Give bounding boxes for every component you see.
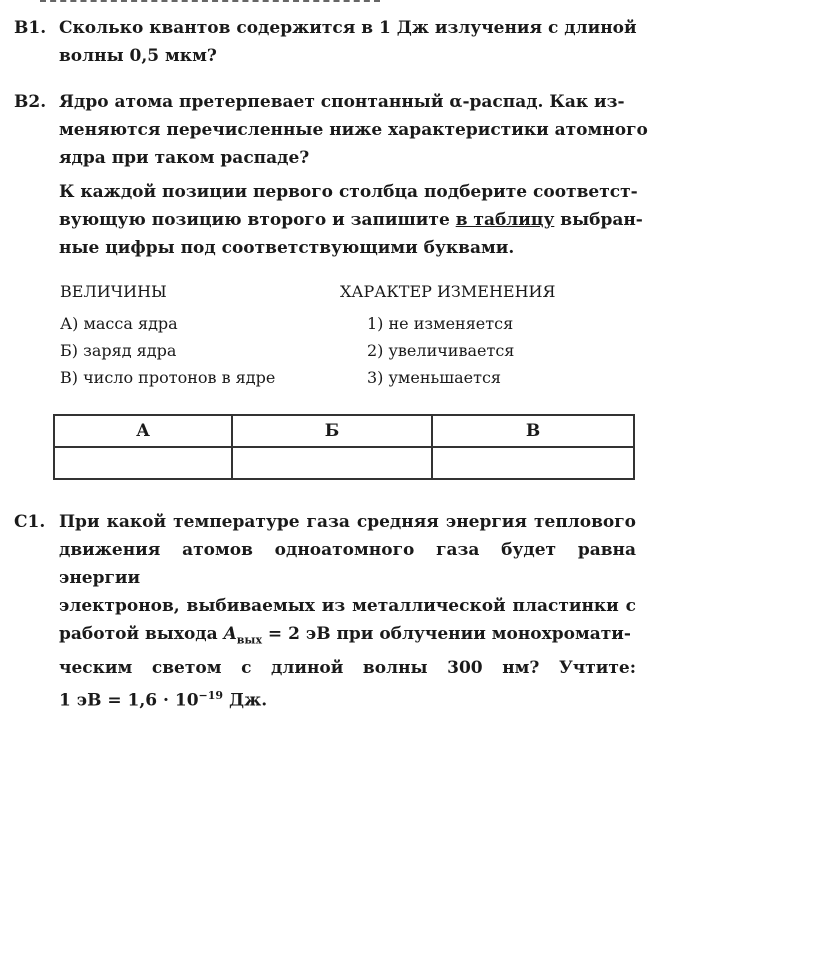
- table-header-cell: Б: [232, 415, 432, 447]
- text-line: Ядро атома претерпевает спонтанный α-распад. Как из-: [59, 92, 625, 112]
- text-line: ческим светом с длиной волны 300 нм? Учтите:: [59, 658, 636, 679]
- problem-number: C1.: [14, 512, 46, 532]
- answer-table: [53, 414, 635, 480]
- right-item: 2) увеличивается: [367, 341, 515, 360]
- text-line: К каждой позиции первого столбца подберите соответст-: [59, 182, 638, 202]
- text-line: волны 0,5 мкм?: [59, 46, 217, 66]
- text-line: ные цифры под соответствующими буквами.: [59, 238, 515, 258]
- problem-number: B2.: [14, 92, 47, 112]
- left-item: В) число протонов в ядре: [60, 368, 276, 387]
- text-line: работой выхода $A_{вых} = 2$ эВ при облучении монохромати-: [59, 624, 631, 647]
- text-line: 1 эВ = $1,6 \cdot 10^{-19}$ Дж.: [59, 689, 268, 712]
- text-line: меняются перечисленные ниже характеристики атомного: [59, 120, 648, 140]
- column-header-change: ХАРАКТЕР ИЗМЕНЕНИЯ: [340, 282, 556, 301]
- answer-cell[interactable]: [232, 447, 432, 479]
- text-line: При какой температуре газа средняя энергия теплового: [59, 512, 636, 532]
- right-item: 1) не изменяется: [367, 314, 514, 333]
- top-rule: [40, 0, 380, 5]
- text-line: движения атомов одноатомного газа будет равна энергии: [59, 540, 636, 588]
- left-item: Б) заряд ядра: [60, 341, 177, 360]
- table-answer-row: [54, 447, 634, 479]
- answer-cell[interactable]: [54, 447, 232, 479]
- column-header-quantities: ВЕЛИЧИНЫ: [60, 282, 167, 301]
- table-header-row: [54, 415, 634, 447]
- text-line: ядра при таком распаде?: [59, 148, 310, 168]
- text-line: электронов, выбиваемых из металлической пластинки с: [59, 596, 636, 616]
- table-header-cell: В: [432, 415, 634, 447]
- left-item: А) масса ядра: [60, 314, 178, 333]
- right-item: 3) уменьшается: [367, 368, 501, 387]
- text-line: Сколько квантов содержится в 1 Дж излучения с длиной: [59, 18, 637, 38]
- problem-number: B1.: [14, 18, 47, 38]
- text-line: вующую позицию второго и запишите в таблицу выбран-: [59, 210, 643, 230]
- underlined-phrase: в таблицу: [455, 210, 555, 230]
- table-header-cell: А: [54, 415, 232, 447]
- answer-cell[interactable]: [432, 447, 634, 479]
